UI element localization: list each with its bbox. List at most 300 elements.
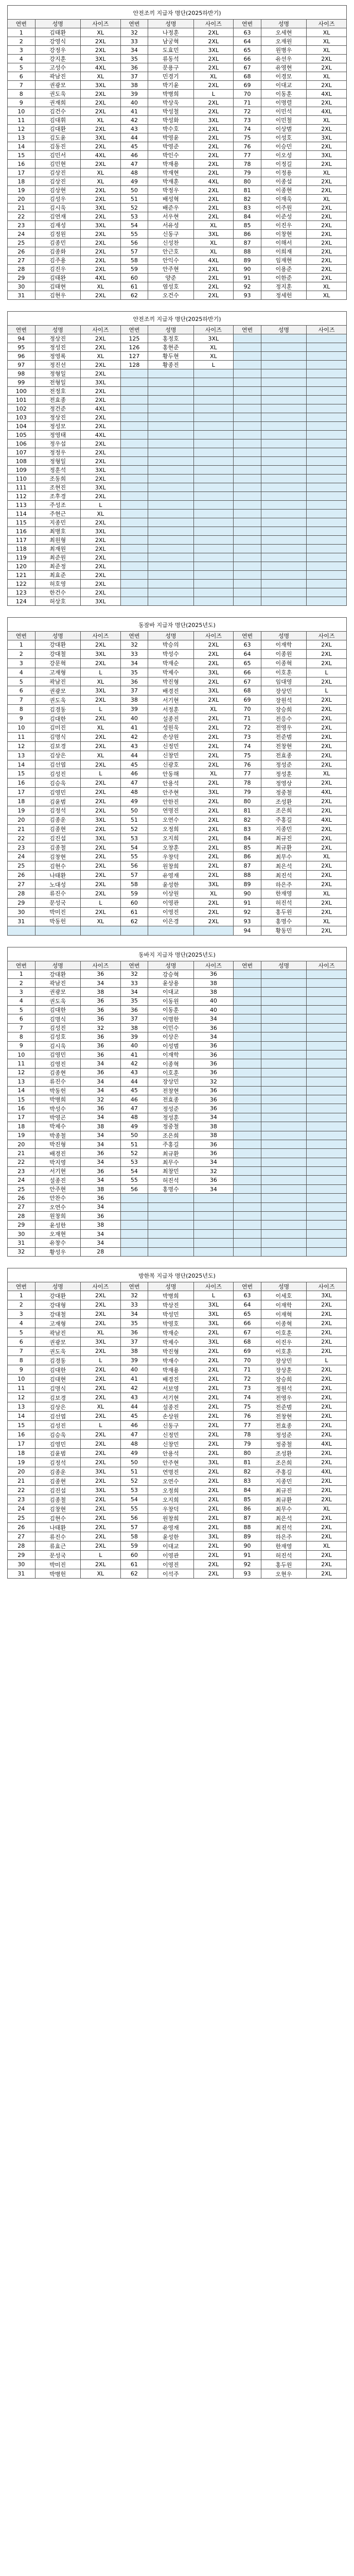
cell-number: 64 (234, 649, 261, 658)
cell-size: 34 (80, 1202, 120, 1211)
cell-name: 윤상용 (148, 978, 193, 987)
cell-size: XL (80, 28, 120, 37)
cell-name (261, 1095, 306, 1104)
cell-number: 93 (234, 917, 261, 926)
cell-size: 2XL (80, 843, 120, 852)
cell-number: 10 (8, 107, 36, 116)
cell-size: 4XL (80, 63, 120, 72)
cell-name: 홍현준 (148, 343, 193, 352)
table-row (8, 1523, 347, 1532)
cell-name: 하은주 (261, 880, 306, 889)
cell-size: 2XL (307, 1523, 347, 1532)
cell-number: 57 (120, 1523, 148, 1532)
cell-number: 10 (8, 1050, 36, 1059)
cell-name (261, 352, 306, 361)
table-row (8, 1122, 347, 1131)
cell-name (148, 571, 193, 580)
cell-size: 2XL (307, 230, 347, 239)
cell-number: 35 (120, 668, 148, 677)
cell-size: 2XL (307, 797, 347, 806)
cell-name: 박인수 (148, 151, 193, 160)
cell-name: 박영준 (148, 142, 193, 151)
table-row (8, 98, 347, 107)
cell-number (120, 1212, 148, 1221)
cell-name: 김종현 (35, 1068, 80, 1077)
table-row (8, 649, 347, 658)
cell-name: 이호훈 (261, 668, 306, 677)
cell-name: 노대성 (35, 880, 80, 889)
table-row (8, 1104, 347, 1113)
cell-number: 11 (8, 732, 36, 741)
cell-number: 47 (120, 1430, 148, 1439)
cell-number: 1 (8, 970, 36, 978)
cell-size: 2XL (307, 265, 347, 274)
table-row (8, 686, 347, 696)
cell-name: 이진우 (261, 221, 306, 230)
cell-name: 나정훈 (148, 28, 193, 37)
cell-size (307, 1247, 347, 1256)
cell-number: 92 (234, 282, 261, 291)
cell-number: 116 (8, 527, 36, 536)
cell-number: 2 (8, 37, 36, 46)
cell-name: 최효준 (35, 571, 80, 580)
cell-name: 문성국 (35, 898, 80, 907)
cell-size (193, 396, 234, 404)
cell-name: 안주현 (148, 788, 193, 797)
cell-number: 86 (234, 230, 261, 239)
table-row (8, 1560, 347, 1569)
cell-size: 3XL (80, 1486, 120, 1495)
cell-name: 전형일 (35, 378, 80, 387)
table-row (8, 978, 347, 987)
cell-name: 안용석 (148, 778, 193, 788)
cell-size (193, 1229, 234, 1238)
cell-size: L (80, 668, 120, 677)
cell-name: 오현우 (261, 1569, 306, 1579)
cell-size: 2XL (80, 778, 120, 788)
cell-number: 121 (8, 571, 36, 580)
cell-size: 2XL (307, 1532, 347, 1541)
cell-number: 120 (8, 562, 36, 571)
table-row (8, 291, 347, 300)
cell-size: 2XL (80, 1412, 120, 1421)
cell-name: 박병헌 (35, 1569, 80, 1579)
cell-name: 김상진 (35, 177, 80, 186)
table-row (8, 483, 347, 492)
cell-number (120, 501, 148, 510)
cell-number: 29 (8, 898, 36, 907)
cell-number: 49 (120, 177, 148, 186)
cell-name: 고재형 (35, 1319, 80, 1328)
cell-name: 고재형 (35, 668, 80, 677)
cell-name: 곽남진 (35, 677, 80, 686)
cell-size (307, 466, 347, 474)
cell-name: 박진형 (35, 1140, 80, 1148)
cell-number (234, 492, 261, 501)
cell-number: 48 (120, 788, 148, 797)
column-header: 성명 (148, 961, 193, 970)
cell-size: 2XL (193, 195, 234, 204)
cell-name (261, 1014, 306, 1023)
cell-size (307, 1194, 347, 1202)
cell-name: 황종진 (148, 361, 193, 369)
cell-name (261, 466, 306, 474)
cell-name: 이종혁 (148, 1059, 193, 1068)
cell-name (148, 510, 193, 518)
cell-number (120, 1194, 148, 1202)
table-row (8, 1158, 347, 1166)
cell-size: 2XL (193, 806, 234, 816)
cell-size (307, 1006, 347, 1014)
cell-number: 126 (120, 343, 148, 352)
cell-size: 3XL (80, 834, 120, 843)
cell-size: 2XL (307, 778, 347, 788)
cell-name: 김미진 (35, 723, 80, 733)
cell-number: 31 (8, 1569, 36, 1579)
cell-number: 26 (8, 247, 36, 256)
cell-number: 52 (120, 204, 148, 212)
cell-name: 김윤범 (35, 797, 80, 806)
table-row (8, 72, 347, 81)
cell-size (193, 510, 234, 518)
cell-size (307, 545, 347, 553)
cell-number: 22 (8, 1158, 36, 1166)
cell-number: 50 (120, 1458, 148, 1467)
table-row (8, 917, 347, 926)
cell-size (193, 1239, 234, 1247)
cell-number: 44 (120, 133, 148, 142)
cell-name: 박종철 (35, 1131, 80, 1140)
cell-name: 이대교 (148, 1541, 193, 1551)
cell-size: 2XL (80, 580, 120, 588)
table-row (8, 1221, 347, 1229)
cell-size: 2XL (307, 649, 347, 658)
cell-name: 김대한 (35, 1365, 80, 1375)
cell-number: 14 (8, 142, 36, 151)
cell-number: 68 (234, 1337, 261, 1347)
cell-name: 이재학 (148, 1050, 193, 1059)
cell-name (261, 580, 306, 588)
cell-name (261, 387, 306, 396)
cell-name: 정영태 (35, 431, 80, 439)
cell-name: 정건준 (35, 404, 80, 413)
cell-name: 신광호 (148, 760, 193, 769)
cell-name: 배성혁 (148, 195, 193, 204)
cell-name (261, 334, 306, 343)
cell-name: 오연수 (148, 1477, 193, 1486)
table-row (8, 852, 347, 861)
cell-number: 38 (120, 81, 148, 90)
cell-name: 하은주 (261, 1532, 306, 1541)
cell-size: 2XL (193, 714, 234, 723)
cell-number: 43 (120, 741, 148, 751)
cell-name: 이용준 (261, 265, 306, 274)
cell-size (193, 527, 234, 536)
cell-number: 46 (120, 1095, 148, 1104)
cell-number: 40 (120, 1365, 148, 1375)
column-header: 사이즈 (193, 1282, 234, 1291)
cell-size: XL (80, 1569, 120, 1579)
cell-size (193, 536, 234, 545)
table-row (8, 1412, 347, 1421)
cell-name: 서기현 (148, 1393, 193, 1402)
cell-name (148, 422, 193, 431)
cell-name: 원창희 (148, 861, 193, 871)
cell-number: 13 (8, 133, 36, 142)
column-header: 연번 (234, 961, 261, 970)
cell-size: 2XL (193, 1356, 234, 1365)
cell-number: 17 (8, 1439, 36, 1449)
cell-name (261, 1149, 306, 1158)
cell-size (193, 431, 234, 439)
table-row (8, 1356, 347, 1365)
cell-number (120, 580, 148, 588)
cell-name: 류동석 (148, 55, 193, 63)
cell-name (261, 1221, 306, 1229)
cell-number (234, 527, 261, 536)
cell-number: 25 (8, 1514, 36, 1523)
cell-number (234, 1221, 261, 1229)
cell-number: 31 (8, 1239, 36, 1247)
cell-name: 정세헌 (261, 291, 306, 300)
cell-number: 7 (8, 1023, 36, 1032)
cell-number (234, 431, 261, 439)
cell-name: 연명진 (148, 806, 193, 816)
cell-name: 황동민 (261, 926, 306, 935)
cell-size: 2XL (80, 889, 120, 899)
cell-number: 57 (120, 247, 148, 256)
table-row (8, 204, 347, 212)
table-row (8, 230, 347, 239)
cell-name: 안주현 (148, 265, 193, 274)
cell-number: 47 (120, 778, 148, 788)
cell-name (148, 413, 193, 422)
cell-name: 오지희 (148, 1495, 193, 1504)
cell-name: 서우현 (148, 212, 193, 221)
cell-name (261, 1104, 306, 1113)
cell-number: 50 (120, 186, 148, 195)
cell-size: 2XL (80, 1523, 120, 1532)
column-header: 연번 (8, 1282, 36, 1291)
cell-size: XL (80, 177, 120, 186)
cell-size: 2XL (80, 788, 120, 797)
cell-number: 17 (8, 168, 36, 177)
cell-number: 84 (234, 212, 261, 221)
table-row (8, 797, 347, 806)
cell-number: 55 (120, 852, 148, 861)
cell-name: 김시욱 (35, 204, 80, 212)
cell-name: 전효종 (35, 396, 80, 404)
cell-number (120, 474, 148, 483)
cell-size (307, 1131, 347, 1140)
cell-name: 성원욱 (148, 723, 193, 733)
cell-name (148, 378, 193, 387)
cell-name (148, 536, 193, 545)
cell-size: 38 (193, 978, 234, 987)
cell-size: 38 (80, 1184, 120, 1193)
column-header: 사이즈 (307, 961, 347, 970)
cell-number: 38 (120, 696, 148, 705)
cell-name: 곽남진 (35, 1328, 80, 1337)
cell-name: 강영식 (35, 37, 80, 46)
cell-name: 이호훈 (261, 1328, 306, 1337)
cell-size (307, 1239, 347, 1247)
cell-size: 2XL (193, 741, 234, 751)
cell-number: 76 (234, 760, 261, 769)
cell-size: XL (307, 917, 347, 926)
cell-name (261, 1006, 306, 1014)
cell-name: 전창현 (261, 1412, 306, 1421)
table-row (8, 1140, 347, 1148)
cell-name: 정형일 (35, 457, 80, 466)
cell-size: 34 (193, 1032, 234, 1041)
cell-size: 36 (193, 1041, 234, 1050)
cell-name: 김선엽 (35, 760, 80, 769)
cell-size: 2XL (193, 186, 234, 195)
cell-number: 67 (234, 63, 261, 72)
cell-size: 2XL (307, 677, 347, 686)
cell-name: 허진석 (148, 1176, 193, 1184)
cell-number: 59 (120, 1541, 148, 1551)
cell-size: 2XL (193, 1551, 234, 1560)
cell-size: XL (193, 889, 234, 899)
cell-size: 36 (193, 1140, 234, 1148)
cell-number: 88 (234, 871, 261, 880)
column-header: 사이즈 (80, 326, 120, 334)
table-row (8, 63, 347, 72)
cell-name: 권광모 (35, 988, 80, 996)
cell-name: 최원형 (35, 536, 80, 545)
cell-size: 38 (80, 1221, 120, 1229)
cell-size: 2XL (193, 1375, 234, 1384)
cell-name: 나태환 (35, 871, 80, 880)
cell-number: 90 (234, 889, 261, 899)
cell-size: 40 (193, 1006, 234, 1014)
cell-size: XL (80, 116, 120, 125)
cell-name (148, 1247, 193, 1256)
cell-name: 박병희 (35, 1095, 80, 1104)
table-row (8, 55, 347, 63)
cell-size: 36 (80, 1068, 120, 1077)
cell-name: 이동훈 (148, 1006, 193, 1014)
cell-number: 82 (234, 195, 261, 204)
cell-size: 2XL (307, 247, 347, 256)
column-header: 사이즈 (193, 20, 234, 28)
cell-name: 정성준 (148, 1104, 193, 1113)
cell-name: 박성화 (148, 116, 193, 125)
table-row (8, 1449, 347, 1458)
cell-number: 43 (120, 1068, 148, 1077)
cell-size: 2XL (80, 98, 120, 107)
table-row (8, 970, 347, 978)
cell-name: 안근호 (148, 247, 193, 256)
table-row (8, 834, 347, 843)
cell-size: 2XL (193, 760, 234, 769)
cell-name: 박병희 (148, 90, 193, 98)
cell-name: 이석주 (148, 1569, 193, 1579)
table-row (8, 871, 347, 880)
cell-name: 신정민 (148, 1430, 193, 1439)
cell-size (193, 387, 234, 396)
cell-size: 2XL (80, 448, 120, 457)
cell-size: XL (307, 852, 347, 861)
cell-number: 41 (120, 723, 148, 733)
cell-number: 6 (8, 1337, 36, 1347)
cell-name: 신동구 (148, 1421, 193, 1430)
cell-number: 39 (120, 1356, 148, 1365)
cell-number: 62 (120, 917, 148, 926)
cell-number: 9 (8, 1041, 36, 1050)
column-header: 성명 (35, 1282, 80, 1291)
cell-name: 문성국 (35, 1551, 80, 1560)
cell-number: 6 (8, 1014, 36, 1023)
cell-name: 최규진 (261, 834, 306, 843)
section-title: 안전조끼 지급자 명단(2025하반기) (8, 312, 347, 326)
column-header: 연번 (8, 632, 36, 640)
cell-name (261, 1122, 306, 1131)
cell-name (261, 431, 306, 439)
cell-size: 34 (80, 1229, 120, 1238)
column-header: 연번 (120, 1282, 148, 1291)
column-header: 사이즈 (307, 326, 347, 334)
cell-number: 24 (8, 852, 36, 861)
cell-number: 26 (8, 1194, 36, 1202)
cell-size: 2XL (80, 741, 120, 751)
cell-number: 66 (234, 55, 261, 63)
cell-name (261, 1086, 306, 1095)
table-row (8, 1541, 347, 1551)
cell-size: XL (80, 1402, 120, 1412)
table-row (8, 46, 347, 55)
cell-number: 68 (234, 72, 261, 81)
column-header: 연번 (234, 20, 261, 28)
cell-number: 50 (120, 806, 148, 816)
cell-size: 2XL (80, 536, 120, 545)
cell-size: 2XL (307, 1569, 347, 1579)
table-row (8, 247, 347, 256)
cell-name: 이정용 (261, 168, 306, 177)
cell-name: 류효근 (35, 1541, 80, 1551)
cell-number (234, 1122, 261, 1131)
cell-size: 2XL (307, 1421, 347, 1430)
cell-size (193, 1247, 234, 1256)
table-row (8, 597, 347, 606)
cell-name: 강정우 (35, 46, 80, 55)
cell-size: 2XL (193, 1384, 234, 1393)
cell-name: 이창현 (261, 230, 306, 239)
cell-number: 42 (120, 1384, 148, 1393)
cell-name: 박영호 (148, 1319, 193, 1328)
cell-size: 36 (80, 996, 120, 1005)
cell-size: 2XL (193, 1393, 234, 1402)
cell-name (261, 448, 306, 457)
cell-number: 73 (234, 116, 261, 125)
cell-number (234, 1068, 261, 1077)
cell-number: 1 (8, 640, 36, 650)
cell-name: 이세호 (261, 1291, 306, 1300)
table-row (8, 843, 347, 852)
cell-size: 2XL (307, 63, 347, 72)
cell-size: 4XL (307, 90, 347, 98)
cell-number: 83 (234, 824, 261, 834)
cell-size: 3XL (80, 686, 120, 696)
cell-size: L (193, 90, 234, 98)
table-row (8, 1212, 347, 1221)
cell-size: 2XL (80, 396, 120, 404)
cell-number: 44 (120, 1077, 148, 1086)
cell-name: 최재원 (35, 545, 80, 553)
cell-name: 조성환 (261, 797, 306, 806)
